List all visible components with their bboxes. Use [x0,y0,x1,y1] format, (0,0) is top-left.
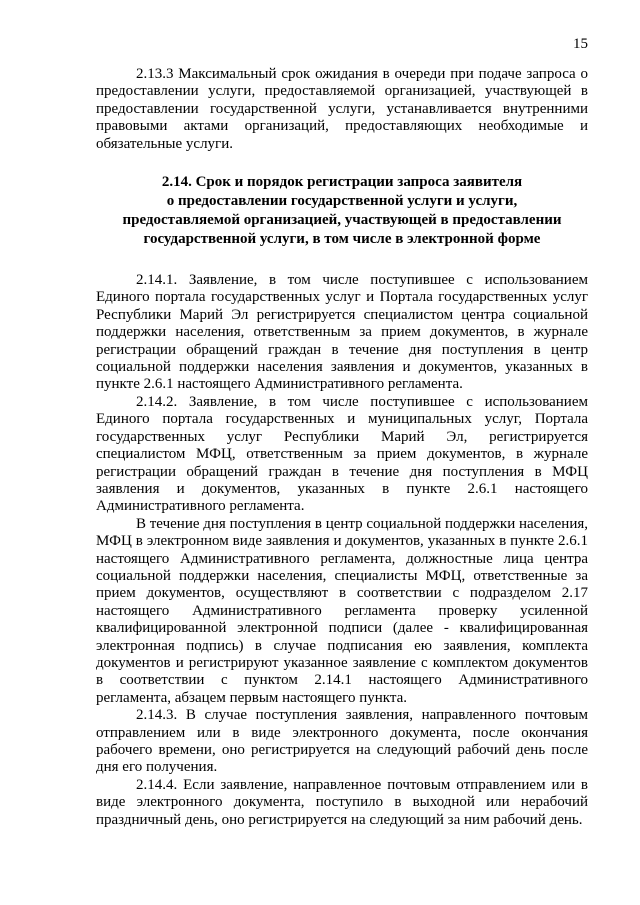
heading-line: государственной услуги, в том числе в электронной форме [143,231,541,248]
paragraph-2-14-1: 2.14.1. Заявление, в том числе поступившее с использованием Единого портала государственных услуг и Портала государственных услуг Республики Марий Эл регистрируется специалистом центра социальной поддержки населения, ответственным за прием документов, в журнале регистрации обращений граждан в течение дня поступления в центр социальной поддержки населения заявления и документов, указанных в пункте 2.6.1 настоящего Административного регламента. [96,272,588,393]
paragraph-2-14-3: 2.14.3. В случае поступления заявления, направленного почтовым отправлением или в виде электронного документа, после окончания рабочего времени, оно регистрируется на следующий рабочий день после дня его получения. [96,707,588,776]
paragraph-2-13-3: 2.13.3 Максимальный срок ожидания в очереди при подаче запроса о предоставлении услуги, предоставляемой организацией, участвующей в предоставлении государственной услуги, устанавливается внутренними правовыми актами организаций, предоставляющих необходимые и обязательные услуги. [96,66,588,152]
heading-line: 2.14. Срок и порядок регистрации запроса заявителя [161,174,523,191]
document-page [96,32,588,829]
paragraph-2-14-2: 2.14.2. Заявление, в том числе поступившее с использованием Единого портала государственных и муниципальных услуг, Портала государственных услуг Республики Марий Эл, регистрируется специалистом МФЦ, ответственным за прием документов, в журнале регистрации обращений граждан в течение дня поступления в МФЦ заявления и документов, указанных в пункте 2.6.1 настоящего Административного регламента. [96,393,588,515]
heading-line: предоставляемой организацией, участвующей в предоставлении [122,212,562,229]
section-heading-2-14 [96,173,588,249]
heading-line: о предоставлении государственной услуги и услуги, [166,193,518,210]
paragraph-2-14-4: 2.14.4. Если заявление, направленное почтовым отправлением или в виде электронного документа, поступило в выходной или нерабочий праздничный день, оно регистрируется на следующий за ним рабочий день. [96,776,588,828]
paragraph-2-14-2-continued: В течение дня поступления в центр социальной поддержки населения, МФЦ в электронном виде заявления и документов, указанных в пункте 2.6.1 настоящего Административного регламента, должностные лица центра социальной поддержки населения, специалисты МФЦ, ответственные за прием документов, осуществляют в соответствии с подразделом 2.17 настоящего Административного регламента проверку усиленной квалифицированной электронной подписи (далее - квалифицированная электронная подпись) в случае подписания ею заявления, комплекта документов и регистрируют указанное заявление с комплектом документов в соответствии с пунктом 2.14.1 настоящего Административного регламента, абзацем первым настоящего пункта. [96,515,588,706]
page-number: 15 [573,36,588,52]
